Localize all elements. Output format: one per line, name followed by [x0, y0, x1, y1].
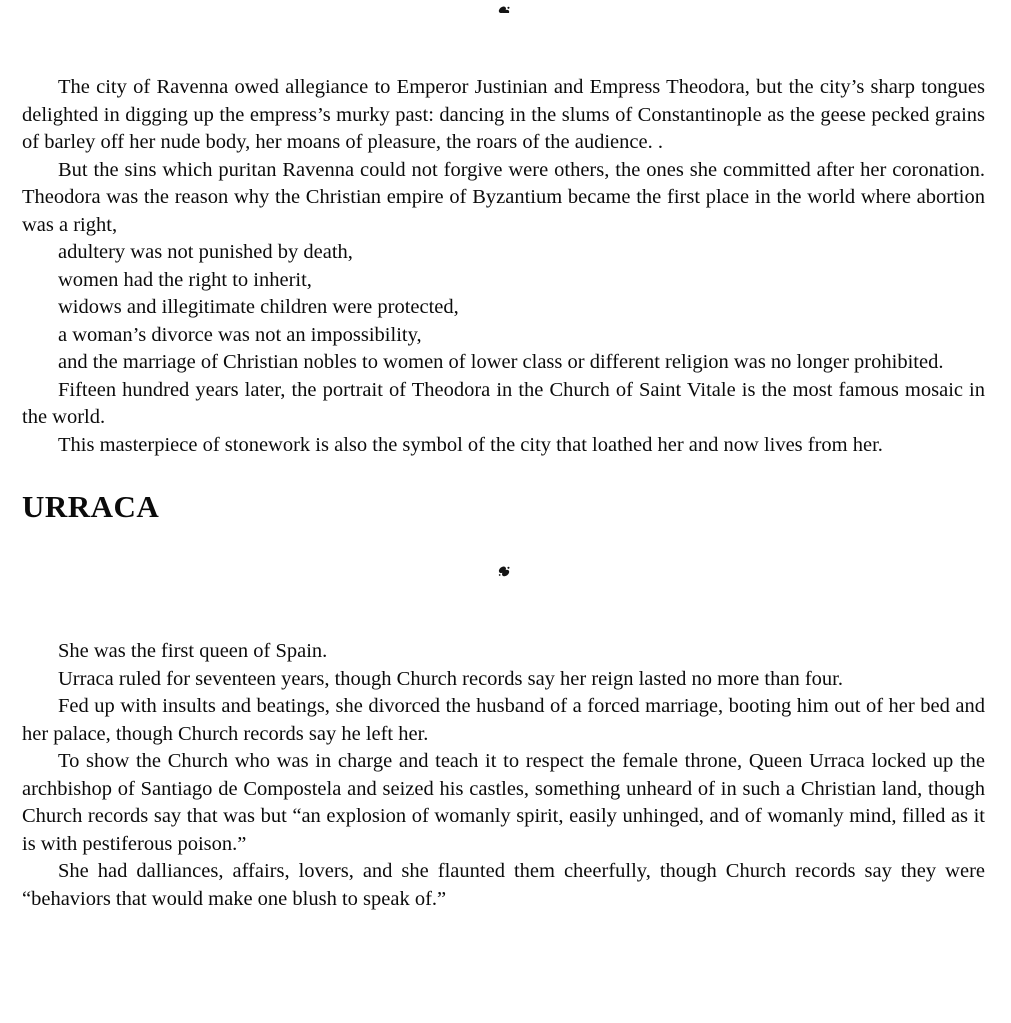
paragraph: Fifteen hundred years later, the portrait of Theodora in the Church of Saint Vitale is the most famous mosaic in the world. — [22, 378, 985, 428]
paragraph: But the sins which puritan Ravenna could not forgive were others, the ones she committed after her coronation. Theodora was the reason why the Christian empire of Byzantium became the first place in the world where abortion was a right, — [22, 158, 985, 236]
paragraph: The city of Ravenna owed allegiance to Emperor Justinian and Empress Theodora, but the city’s sharp tongues delighted in digging up the empress’s murky past: dancing in the slums of Constantinople as the geese pecked grains of barley off her nude body, her moans of pleasure, the roars of the audience. . — [22, 76, 985, 153]
paragraph: She was the first queen of Spain. — [58, 640, 328, 662]
fleuron-ornament-middle — [22, 560, 985, 577]
paragraph: widows and illegitimate children were protected, — [58, 296, 459, 318]
paragraph: This masterpiece of stonework is also the symbol of the city that loathed her and now lives from her. — [58, 433, 883, 456]
paragraph: She had dalliances, affairs, lovers, and she flaunted them cheerfully, though Church records say they were “behaviors that would make one blush to speak of.” — [22, 860, 985, 910]
paragraph: To show the Church who was in charge and teach it to respect the female throne, Queen Urraca locked up the archbishop of Santiago de Compostela and seized his castles, something unheard of in such a Christian land, though Church records say that was but “an explosion of womanly spirit, easily unhinged, and of womanly mind, filled as it is with pestiferous poison.” — [22, 750, 985, 855]
paragraph: and the marriage of Christian nobles to women of lower class or different religion was no longer prohibited. — [58, 351, 944, 373]
paragraph: a woman’s divorce was not an impossibility, — [58, 323, 422, 346]
paragraph: adultery was not punished by death, — [58, 241, 353, 263]
section-urraca — [22, 638, 985, 913]
paragraph: women had the right to inherit, — [58, 268, 312, 291]
paragraph: Urraca ruled for seventeen years, though Church records say her reign lasted no more than four. — [58, 667, 843, 690]
fleuron-icon — [496, 3, 512, 13]
section-theodora — [22, 74, 985, 459]
fleuron-ornament-top — [22, 0, 985, 13]
paragraph: Fed up with insults and beatings, she divorced the husband of a forced marriage, booting him out of her bed and her palace, though Church records say he left her. — [22, 695, 985, 745]
fleuron-icon — [496, 563, 512, 579]
section-heading-urraca: URRACA — [22, 489, 160, 524]
